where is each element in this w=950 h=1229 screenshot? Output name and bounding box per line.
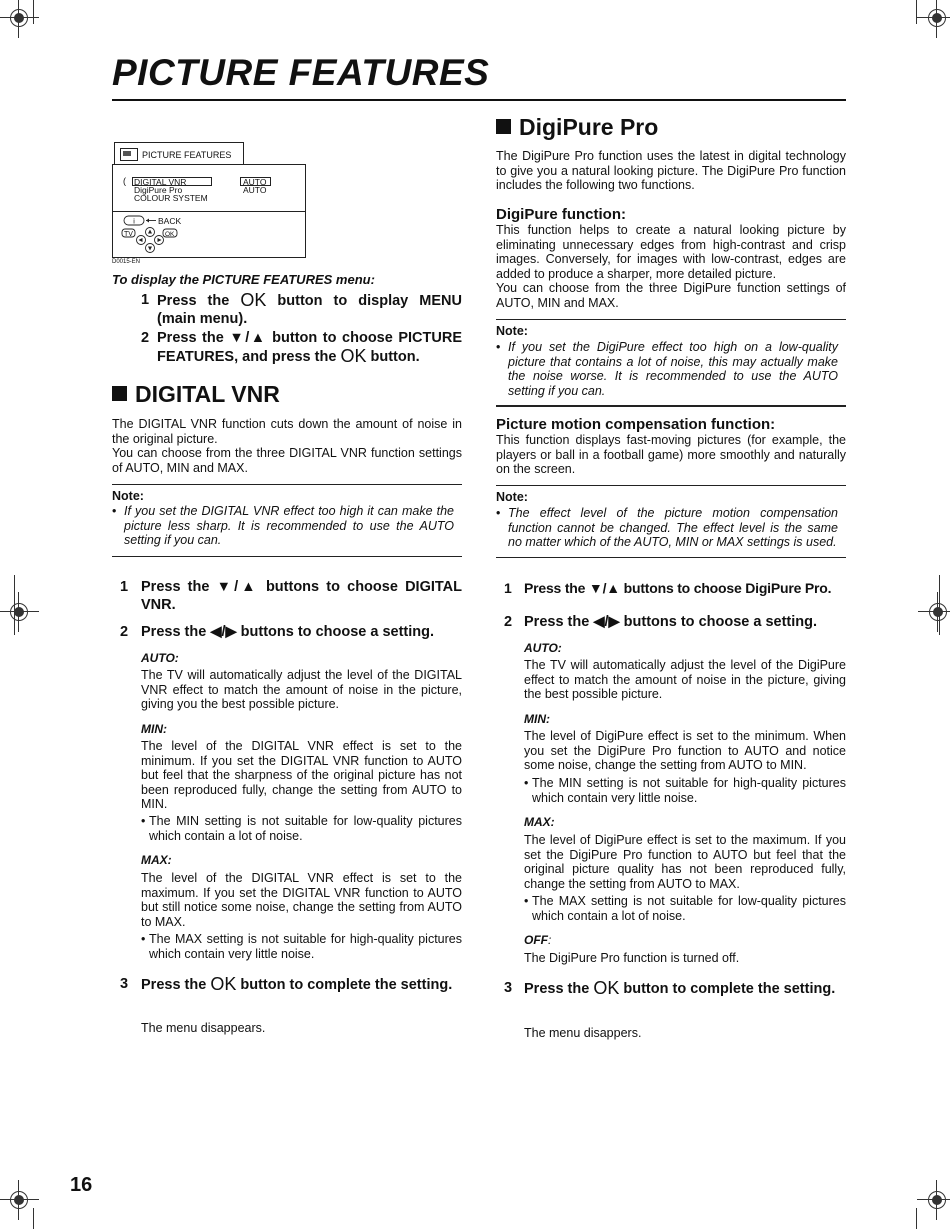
option-label-off: OFF:	[524, 933, 552, 947]
digipure-function-text: This function helps to create a natural looking picture by eliminating unnecessary edges from high-contrast and crisp images. Conversely, for images with low-contrast, edges are added to produce a sharper, more detailed picture. You can choose from the three DigiPure function settings of AUTO, MIN and MAX.	[496, 223, 846, 310]
trim-line	[916, 1208, 917, 1229]
note-rule-top	[496, 485, 846, 486]
step-text: Press the ▼/▲ buttons to choose DigiPure Pro.	[524, 580, 832, 596]
trim-line	[916, 0, 917, 24]
trim-line	[14, 575, 15, 635]
step-number: 2	[120, 624, 129, 640]
ok-button-icon: OK	[340, 345, 367, 366]
menu-cursor-icon: (	[123, 176, 126, 186]
note-rule-bottom	[496, 405, 846, 407]
note-text: • If you set the DigiPure effect too high on a low-quality picture that contains a lot of noise, this may actually make the noise worse. It is recommended to use the AUTO setting if you can.	[496, 340, 838, 398]
display-menu-step-1	[141, 292, 462, 328]
step-number: 2	[504, 614, 513, 630]
menu-back-label: BACK	[158, 216, 182, 226]
option-text-min: The level of DigiPure effect is set to the minimum. When you set the DigiPure Pro function to AUTO and notice some noise, change the setting from AUTO to MIN.	[524, 729, 846, 773]
svg-text:i: i	[133, 218, 135, 226]
step-number: 3	[120, 976, 129, 992]
digital-vnr-intro: The DIGITAL VNR function cuts down the amount of noise in the original picture. You can choose from the three DIGITAL VNR function settings of AUTO, MIN and MAX.	[112, 417, 462, 475]
digipure-step-2	[504, 614, 846, 632]
option-label-max: MAX:	[524, 815, 555, 829]
menu-separator	[112, 211, 306, 212]
option-bullet-max: • The MAX setting is not suitable for high-quality pictures which contain very little noise.	[141, 932, 462, 961]
note-rule-top	[112, 484, 462, 485]
vnr-step-3	[120, 976, 462, 995]
note-text: • If you set the DIGITAL VNR effect too high it can make the picture less sharp. It is recommended to use the AUTO setting if you can.	[112, 504, 454, 548]
ok-button-icon: OK	[240, 290, 267, 310]
menu-tv-label: TV	[124, 231, 133, 238]
page-title: PICTURE FEATURES	[112, 52, 490, 93]
option-bullet-min: • The MIN setting is not suitable for low-quality pictures which contain a lot of noise.	[141, 814, 462, 843]
note-rule-bottom	[496, 557, 846, 558]
note-label: Note:	[496, 490, 528, 504]
option-text-off: The DigiPure Pro function is turned off.	[524, 951, 740, 965]
menu-ok-label: OK	[165, 231, 175, 238]
step-number: 1	[141, 292, 150, 308]
step-number: 3	[504, 980, 513, 996]
step-text: Press the ▼/▲ buttons to choose DIGITAL VNR.	[141, 579, 462, 613]
step-text: button.	[370, 348, 420, 365]
vnr-step-1	[120, 579, 462, 614]
menu-item: DigiPure Pro	[134, 185, 183, 195]
registration-mark-top-right	[917, 0, 950, 38]
option-label-min: MIN:	[141, 722, 167, 736]
step-number: 2	[141, 330, 150, 346]
option-label-auto: AUTO:	[524, 641, 562, 655]
option-label-min: MIN:	[524, 712, 550, 726]
picture-motion-heading: Picture motion compensation function:	[496, 416, 776, 433]
picture-icon	[120, 148, 138, 161]
vnr-step-2	[120, 624, 462, 642]
menu-value: AUTO	[243, 185, 267, 195]
step-text: Press the ▼/▲ button to choose PICTURE FEATURES, and press the	[157, 330, 462, 365]
registration-mark-mid-left	[0, 592, 39, 632]
step-result: The menu disappers.	[524, 1026, 642, 1040]
option-text-max: The level of the DIGITAL VNR effect is set to the maximum. If you set the DIGITAL VNR function to AUTO but still notice some noise, change the setting from AUTO to MAX.	[141, 871, 462, 929]
option-text-max: The level of DigiPure effect is set to the maximum. If you set the DigiPure Pro function to AUTO but feel that the original picture quality has not been reproduced fully, change the setting from AUTO to MAX.	[524, 833, 846, 891]
note-rule-bottom	[112, 556, 462, 557]
step-text: button to display MENU (main menu).	[157, 293, 462, 327]
ok-button-icon: OK	[593, 978, 620, 998]
title-rule	[112, 99, 846, 101]
note-label: Note:	[112, 489, 144, 503]
menu-item: COLOUR SYSTEM	[134, 193, 208, 203]
step-text: Press the ◀/▶ buttons to choose a setting.	[141, 624, 435, 640]
menu-value: AUTO	[243, 177, 267, 187]
option-text-min: The level of the DIGITAL VNR effect is set to the minimum. If you set the DIGITAL VNR function to AUTO but feel that the sharpness of the original picture has not been reproduced fully, change the setting from AUTO to MIN.	[141, 739, 462, 812]
section-heading-digipure-pro: DigiPure Pro	[496, 114, 658, 141]
step-text: Press the	[524, 981, 590, 997]
menu-tab	[114, 142, 244, 165]
trim-line	[939, 575, 940, 635]
step-text: button to complete the setting.	[240, 977, 453, 993]
display-menu-heading: To display the PICTURE FEATURES menu:	[112, 272, 375, 287]
step-text: button to complete the setting.	[623, 981, 836, 997]
digipure-function-heading: DigiPure function:	[496, 206, 626, 223]
note-rule-top	[496, 319, 846, 320]
page-number: 16	[70, 1174, 93, 1196]
option-bullet-min: • The MIN setting is not suitable for high-quality pictures which contain very little noise.	[524, 776, 846, 805]
display-menu-step-2	[141, 330, 462, 366]
step-number: 1	[120, 579, 129, 595]
option-label-auto: AUTO:	[141, 651, 179, 665]
option-bullet-max: • The MAX setting is not suitable for low-quality pictures which contain a lot of noise.	[524, 894, 846, 923]
step-text: Press the ◀/▶ buttons to choose a setting.	[524, 614, 818, 630]
trim-line	[33, 0, 34, 24]
ok-button-icon: OK	[210, 974, 237, 994]
step-result: The menu disappears.	[141, 1021, 266, 1035]
menu-tab-label: PICTURE FEATURES	[142, 150, 232, 160]
menu-screen-illustration	[112, 142, 308, 258]
step-number: 1	[504, 580, 512, 596]
picture-motion-text: This function displays fast-moving pictures (for example, the players or ball in a football game) more smoothly and naturally on the screen.	[496, 433, 846, 477]
step-text: Press the	[141, 977, 207, 993]
note-label: Note:	[496, 324, 528, 338]
option-text-auto: The TV will automatically adjust the level of the DIGITAL VNR effect to match the amount of noise in the picture, giving you the best possible picture.	[141, 668, 462, 712]
step-text: Press the	[157, 293, 230, 309]
digipure-step-1	[504, 580, 846, 598]
menu-item: DIGITAL VNR	[134, 177, 187, 187]
section-heading-digital-vnr: DIGITAL VNR	[112, 381, 280, 408]
figure-code: D0015-EN	[112, 259, 141, 265]
option-text-auto: The TV will automatically adjust the level of the DigiPure effect to match the amount of noise in the picture, giving the best possible picture.	[524, 658, 846, 702]
registration-mark-mid-right	[918, 592, 950, 632]
digipure-step-3	[504, 980, 846, 999]
note-text: • The effect level of the picture motion compensation function cannot be changed. The effect level is the same no matter which of the AUTO, MIN or MAX settings is used.	[496, 506, 838, 550]
registration-mark-bottom-right	[917, 1180, 950, 1220]
digipure-intro: The DigiPure Pro function uses the latest in digital technology to give you a natural looking picture. The DigiPure Pro function includes the following two functions.	[496, 149, 846, 193]
square-bullet-icon	[496, 119, 511, 134]
square-bullet-icon	[112, 386, 127, 401]
trim-line	[33, 1208, 34, 1229]
option-label-max: MAX:	[141, 853, 172, 867]
